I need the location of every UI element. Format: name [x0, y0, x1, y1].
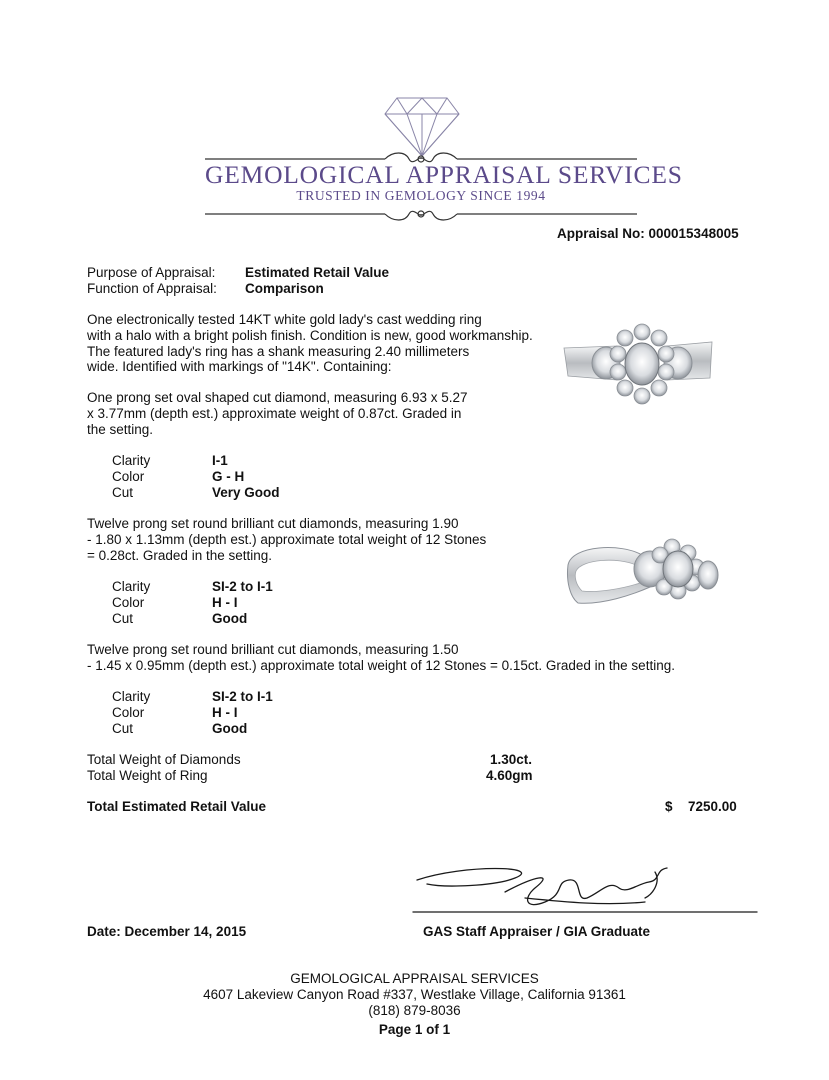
stone3-cut: Good — [212, 721, 248, 736]
purpose-label: Purpose of Appraisal: — [87, 265, 216, 280]
appraiser-signature — [405, 862, 765, 920]
stone3-clarity-label: Clarity — [112, 689, 151, 704]
footer-company: GEMOLOGICAL APPRAISAL SERVICES — [290, 971, 539, 986]
stone1-line: One prong set oval shaped cut diamond, measuring 6.93 x 5.27 — [87, 390, 468, 405]
page-number: Page 1 of 1 — [378, 1022, 451, 1037]
description-line: with a halo with a bright polish finish. Condition is new, good workmanship. — [87, 327, 533, 343]
stone2-clarity-label: Clarity — [112, 579, 151, 594]
ring-description — [87, 312, 557, 375]
stone3-color: H - I — [212, 705, 238, 720]
company-logo-title: GEMOLOGICAL APPRAISAL SERVICES — [205, 160, 683, 189]
function-label: Function of Appraisal: — [87, 281, 217, 296]
ring-photo-top-view — [562, 318, 722, 418]
footer-phone: (818) 879-8036 — [368, 1003, 461, 1018]
appraisal-date: Date: December 14, 2015 — [87, 924, 247, 939]
signer-title: GAS Staff Appraiser / GIA Graduate — [423, 924, 651, 939]
stone1-line: the setting. — [87, 421, 154, 437]
stone1-clarity-label: Clarity — [112, 453, 151, 468]
total-diamonds-value: 1.30ct. — [490, 752, 533, 767]
total-retail-label: Total Estimated Retail Value — [87, 799, 267, 814]
stone3-color-label: Color — [112, 705, 145, 720]
stone1-line: x 3.77mm (depth est.) approximate weight of 0.87ct. Graded in — [87, 405, 462, 421]
stone3-line: Twelve prong set round brilliant cut diamonds, measuring 1.50 — [87, 642, 459, 657]
company-tagline: TRUSTED IN GEMOLOGY SINCE 1994 — [296, 188, 546, 203]
total-ring-value: 4.60gm — [486, 768, 533, 783]
ring-photo-side-view — [562, 525, 722, 625]
stone2-description — [87, 516, 507, 563]
stone3-clarity: SI-2 to I-1 — [212, 689, 273, 704]
currency-symbol: $ — [665, 799, 673, 814]
stone2-line: Twelve prong set round brilliant cut diamonds, measuring 1.90 — [87, 516, 459, 531]
total-retail-value: 7250.00 — [688, 799, 737, 814]
stone1-color-label: Color — [112, 469, 145, 484]
stone3-description — [87, 642, 727, 674]
stone3-cut-label: Cut — [112, 721, 134, 736]
purpose-value: Estimated Retail Value — [245, 265, 390, 280]
description-line: One electronically tested 14KT white gold lady's cast wedding ring — [87, 312, 482, 327]
stone1-clarity: I-1 — [212, 453, 228, 468]
description-line: The featured lady's ring has a shank measuring 2.40 millimeters — [87, 343, 470, 359]
footer-address: 4607 Lakeview Canyon Road #337, Westlake Village, California 91361 — [203, 987, 626, 1002]
stone1-color: G - H — [212, 469, 245, 484]
stone2-cut-label: Cut — [112, 611, 134, 626]
stone2-clarity: SI-2 to I-1 — [212, 579, 273, 594]
stone2-line: = 0.28ct. Graded in the setting. — [87, 547, 272, 563]
stone2-color-label: Color — [112, 595, 145, 610]
stone2-color: H - I — [212, 595, 238, 610]
stone2-cut: Good — [212, 611, 248, 626]
function-value: Comparison — [245, 281, 324, 296]
stone3-line: - 1.45 x 0.95mm (depth est.) approximate total weight of 12 Stones = 0.15ct. Graded in the setting. — [87, 657, 675, 673]
stone2-line: - 1.80 x 1.13mm (depth est.) approximate total weight of 12 Stones — [87, 531, 487, 547]
total-diamonds-label: Total Weight of Diamonds — [87, 752, 241, 767]
ornament-divider-bottom — [205, 205, 637, 227]
total-ring-label: Total Weight of Ring — [87, 768, 208, 783]
description-line: wide. Identified with markings of "14K". Containing: — [87, 359, 392, 375]
stone1-description — [87, 390, 487, 437]
stone1-cut-label: Cut — [112, 485, 134, 500]
stone1-cut: Very Good — [212, 485, 280, 500]
appraisal-number: Appraisal No: 000015348005 — [557, 226, 739, 241]
